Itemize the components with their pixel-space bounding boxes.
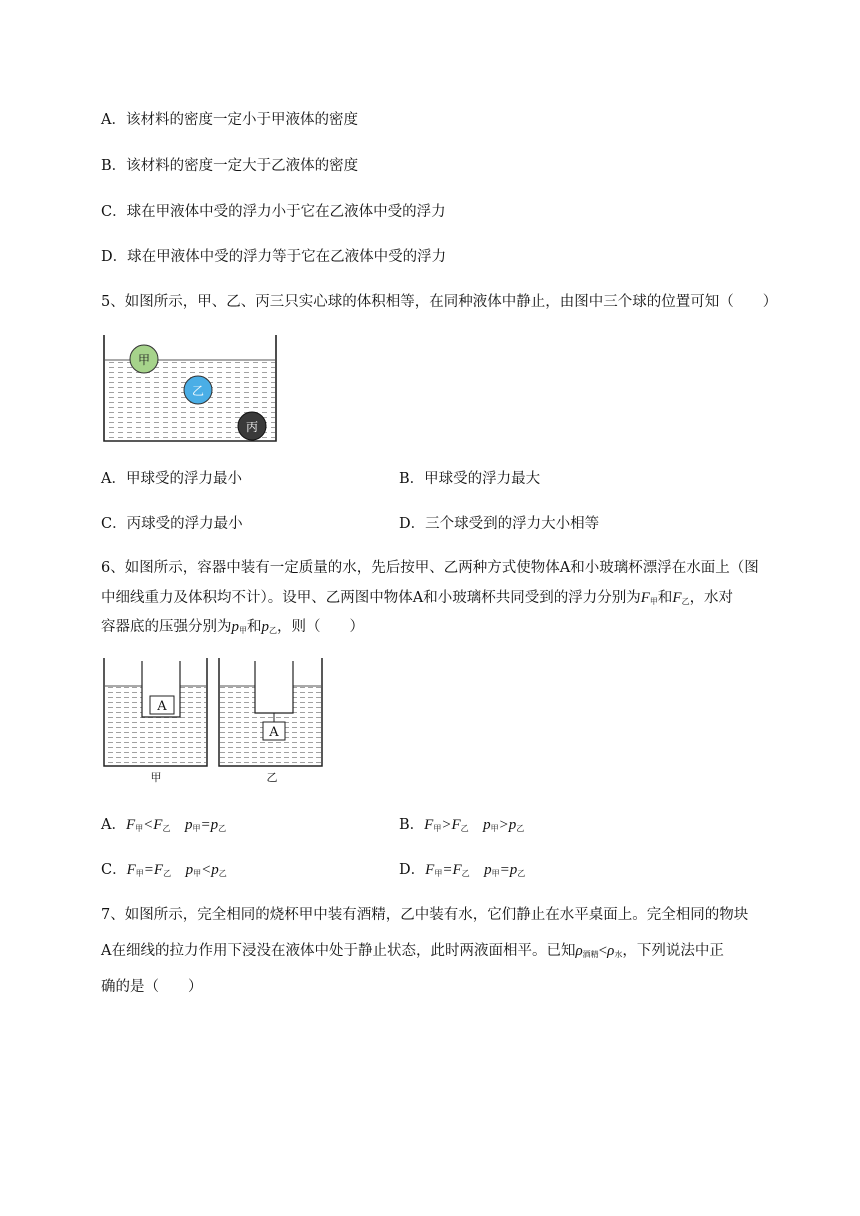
q5-stem: 5、如图所示，甲、乙、丙三只实心球的体积相等，在同种液体中静止，由图中三个球的位置可知（ ） <box>101 294 778 310</box>
q5-option-b: B．甲球受的浮力最大 <box>399 471 541 487</box>
ball-yi <box>184 376 212 404</box>
q5-figure <box>100 330 280 445</box>
ball-bing <box>238 412 266 440</box>
q4-option-b: B．该材料的密度一定大于乙液体的密度 <box>101 158 359 174</box>
q6-option-a: A．$F_甲<F_乙$ $p_甲=p_乙$ <box>101 817 227 833</box>
ball-jia <box>130 345 158 373</box>
q6-stem-line2: 中细线重力及体积均不计）。设甲、乙两图中物体A和小玻璃杯共同受到的浮力分别为$F_甲$和$F_乙$，水对 <box>101 590 734 606</box>
q6-stem-line1: 6、如图所示，容器中装有一定质量的水，先后按甲、乙两种方式使物体A和小玻璃杯漂浮在水面上（图 <box>101 560 759 576</box>
q6-figure <box>100 655 330 785</box>
svg-text:A: A <box>269 725 279 740</box>
q6-option-c: C．$F_甲=F_乙$ $p_甲<p_乙$ <box>101 862 227 878</box>
svg-text:乙: 乙 <box>191 384 205 398</box>
q6-option-d: D．$F_甲=F_乙$ $p_甲=p_乙$ <box>399 862 526 878</box>
q7-line3: 确的是（ ） <box>101 979 203 995</box>
q5-option-d: D．三个球受到的浮力大小相等 <box>399 516 600 532</box>
svg-text:乙: 乙 <box>266 771 278 784</box>
q4-option-c: C．球在甲液体中受的浮力小于它在乙液体中受的浮力 <box>101 204 446 220</box>
q5-option-c: C．丙球受的浮力最小 <box>101 516 243 532</box>
container-jia <box>104 658 207 784</box>
svg-text:A: A <box>157 699 167 714</box>
q7-line1: 7、如图所示，完全相同的烧杯甲中装有酒精，乙中装有水，它们静止在水平桌面上。完全相同的物块 <box>101 907 749 923</box>
q4-option-d: D．球在甲液体中受的浮力等于它在乙液体中受的浮力 <box>101 249 447 265</box>
q6-stem-line3: 容器底的压强分别为$p_甲$和$p_乙$，则（ ） <box>101 619 364 635</box>
svg-text:甲: 甲 <box>137 353 151 367</box>
q5-option-a: A．甲球受的浮力最小 <box>101 471 242 487</box>
q4-option-a: A．该材料的密度一定小于甲液体的密度 <box>101 112 358 128</box>
container-yi <box>219 658 322 784</box>
svg-text:丙: 丙 <box>245 420 259 434</box>
q7-line2: A在细线的拉力作用下浸没在液体中处于静止状态，此时两液面相平。已知$\rho_{酒精}<\rho_水$，下列说法中正 <box>101 943 724 959</box>
q6-option-b: B．$F_甲>F_乙$ $p_甲>p_乙$ <box>399 817 525 833</box>
svg-text:甲: 甲 <box>150 771 162 784</box>
